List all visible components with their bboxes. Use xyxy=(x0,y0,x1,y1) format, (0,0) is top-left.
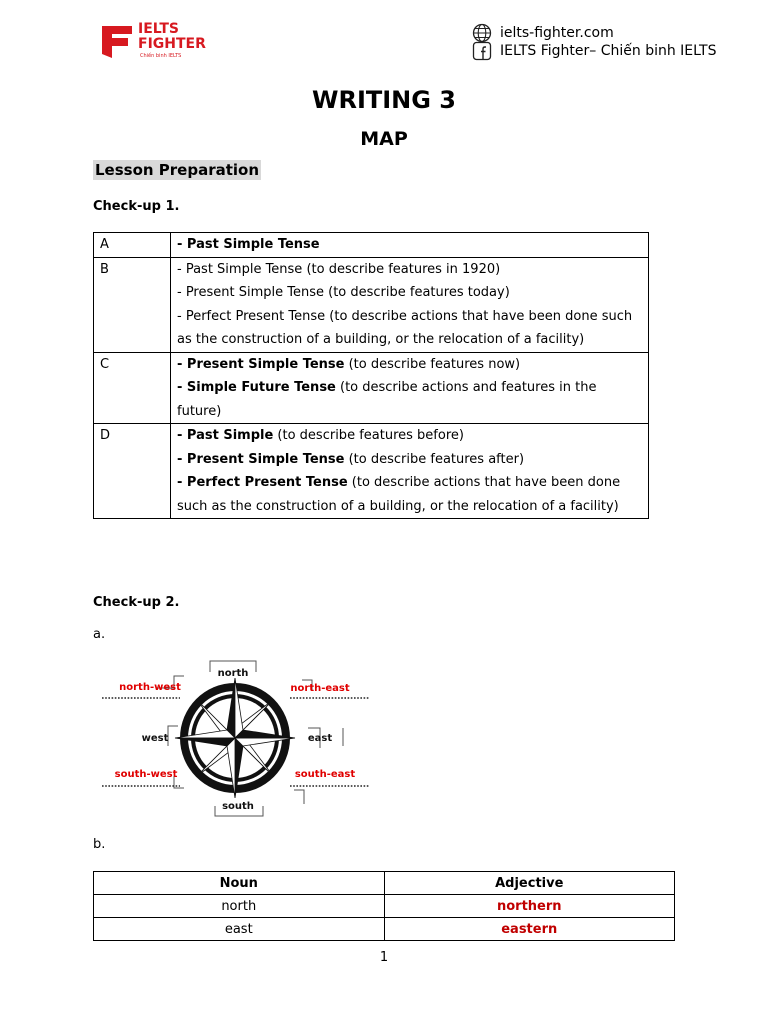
page-title: WRITING 3 xyxy=(311,86,457,114)
tense-name: - Present Simple Tense xyxy=(177,356,345,372)
compass-south-label: south xyxy=(222,801,254,812)
tense-line xyxy=(177,471,642,518)
tense-line xyxy=(177,233,642,257)
tense-line xyxy=(177,258,642,282)
tense-description: (to describe features after) xyxy=(344,451,525,467)
tense-line xyxy=(177,376,642,423)
page-subtitle: MAP xyxy=(360,128,408,150)
adjective-cell: northern xyxy=(384,895,675,918)
tense-name: - Present Simple Tense xyxy=(177,451,345,467)
part-a-label: a. xyxy=(93,627,106,642)
row-key: B xyxy=(94,257,171,352)
checkup2-heading: Check-up 2. xyxy=(93,595,180,610)
row-content xyxy=(171,424,649,519)
globe-icon xyxy=(472,23,492,43)
compass-west-label: west xyxy=(141,733,169,744)
checkup1-heading: Check-up 1. xyxy=(93,199,180,214)
section-heading: Lesson Preparation xyxy=(95,161,260,179)
tense-description: - Present Simple Tense (to describe features today) xyxy=(177,285,510,300)
brand-tagline: Chiến binh IELTS xyxy=(140,53,182,59)
row-content xyxy=(171,233,649,258)
website-contact xyxy=(472,23,614,43)
logo-mark-icon xyxy=(100,24,134,60)
adjective-column-header: Adjective xyxy=(384,872,675,895)
tense-name: - Past Simple xyxy=(177,428,274,443)
table-row xyxy=(94,233,649,258)
tense-line xyxy=(177,305,642,352)
brand-logo xyxy=(100,22,235,62)
noun-cell: east xyxy=(94,918,385,941)
noun-cell: north xyxy=(94,895,385,918)
row-key: C xyxy=(94,352,171,424)
tense-name: - Simple Future Tense xyxy=(177,380,336,395)
compass-northeast-label: north-east xyxy=(290,683,350,694)
noun-adjective-table xyxy=(93,871,675,941)
compass-southeast-label: south-east xyxy=(294,769,356,780)
brand-name-line2: FIGHTER xyxy=(138,36,206,52)
adjective-cell: eastern xyxy=(384,918,675,941)
row-content xyxy=(171,352,649,424)
brand-name-line1: IELTS xyxy=(138,21,180,37)
facebook-link[interactable]: IELTS Fighter– Chiến binh IELTS xyxy=(500,43,717,59)
compass-rose-icon xyxy=(175,678,295,798)
tense-line xyxy=(177,448,642,472)
table-row xyxy=(94,352,649,424)
tense-description: - Perfect Present Tense (to describe actions that have been done such as the construction of a building, or the relocation of a facility) xyxy=(177,308,633,347)
row-content xyxy=(171,257,649,352)
tense-line xyxy=(177,353,642,377)
tense-description: (to describe actions and features in the future) xyxy=(177,380,597,419)
tense-description: (to describe actions that have been done such as the construction of a building, or the relocation of a facility) xyxy=(177,475,621,514)
compass-north-label: north xyxy=(217,668,249,679)
tense-name: - Past Simple Tense xyxy=(177,237,320,252)
tense-line xyxy=(177,281,642,305)
table-row xyxy=(94,424,649,519)
tense-name: - Perfect Present Tense xyxy=(177,475,348,490)
page-number: 1 xyxy=(379,950,389,965)
website-link[interactable]: ielts-fighter.com xyxy=(500,25,614,41)
table-row xyxy=(94,895,675,918)
tense-line xyxy=(177,424,642,448)
table-row xyxy=(94,257,649,352)
part-b-label: b. xyxy=(93,837,106,852)
tense-description: - Past Simple Tense (to describe features in 1920) xyxy=(177,261,501,277)
noun-column-header: Noun xyxy=(94,872,385,895)
facebook-icon xyxy=(472,41,492,61)
tense-description: (to describe features now) xyxy=(344,356,521,372)
facebook-contact xyxy=(472,41,716,61)
row-key: D xyxy=(94,424,171,519)
compass-southwest-label: south-west xyxy=(114,769,178,780)
compass-diagram xyxy=(98,656,374,818)
table-row xyxy=(94,918,675,941)
tense-description: (to describe features before) xyxy=(273,428,464,443)
compass-east-label: east xyxy=(307,733,333,744)
tense-table xyxy=(93,232,649,519)
row-key: A xyxy=(94,233,171,258)
compass-northwest-label: north-west xyxy=(119,682,181,693)
